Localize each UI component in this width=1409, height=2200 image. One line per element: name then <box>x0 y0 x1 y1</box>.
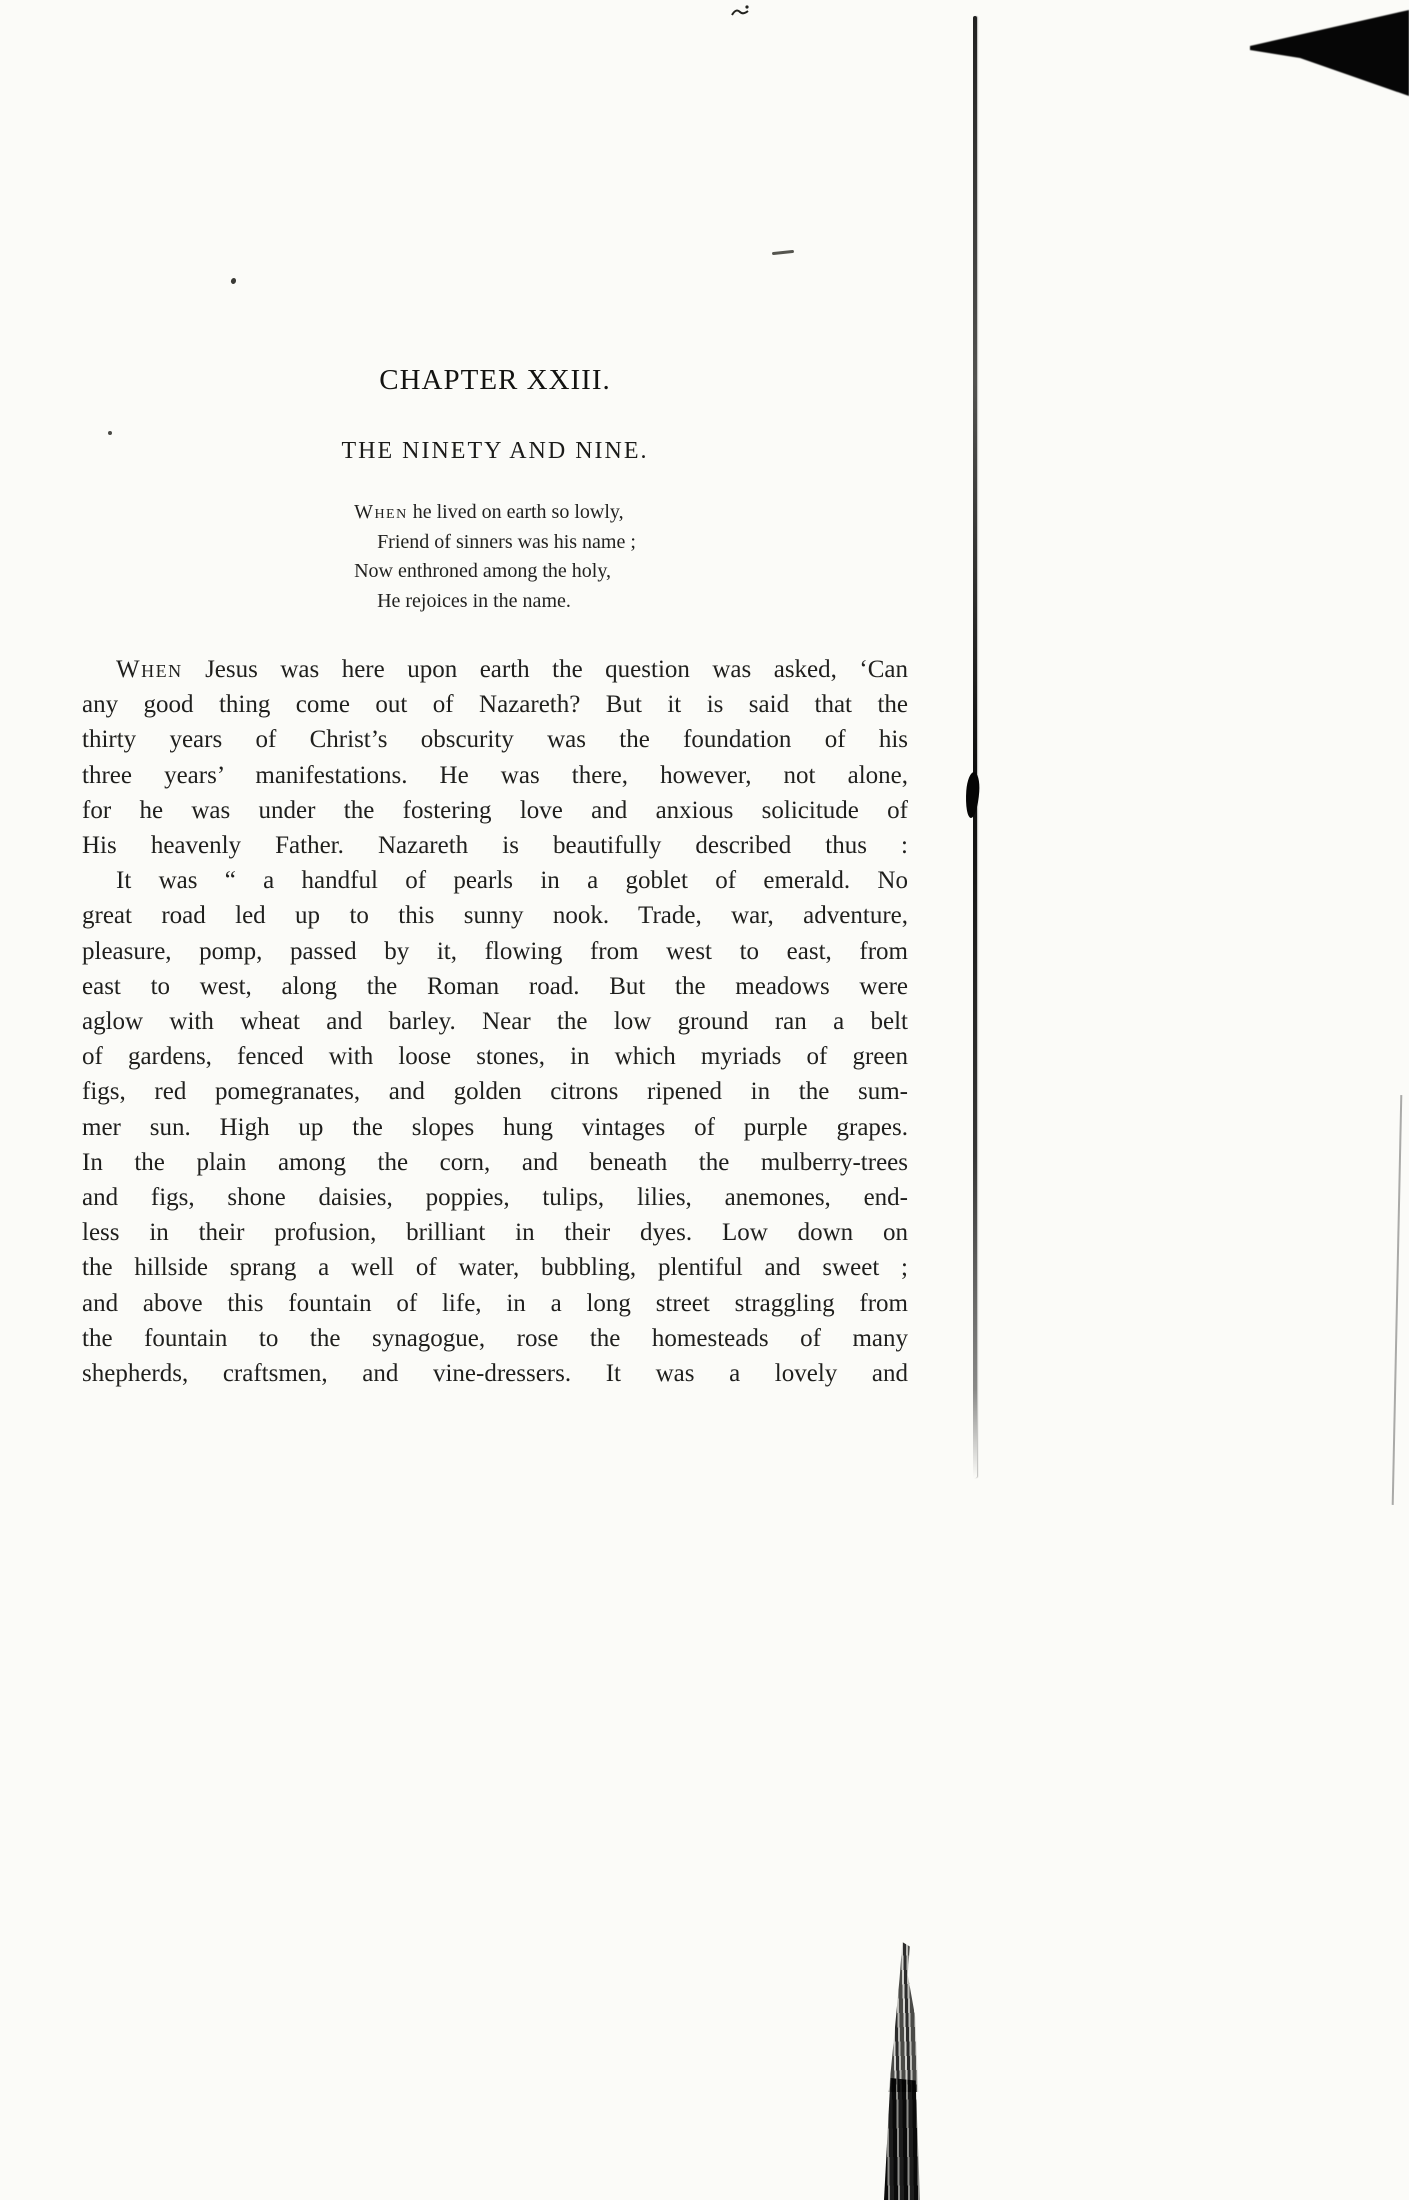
body-line: aglow with wheat and barley. Near the low ground ran a belt <box>82 1008 908 1036</box>
body-line: less in their profusion, brilliant in their dyes. Low down on <box>82 1219 908 1247</box>
body-line: the hillside sprang a well of water, bubbling, plentiful and sweet ; <box>82 1254 908 1282</box>
epigraph-line-text: he lived on earth so lowly, <box>407 501 624 523</box>
ink-smudge-upper <box>886 1942 920 2092</box>
epigraph-line: He rejoices in the name. <box>377 589 571 612</box>
body-line: east to west, along the Roman road. But the meadows were <box>82 972 908 1000</box>
body-line: great road led up to this sunny nook. Trade, war, adventure, <box>82 902 908 930</box>
ink-smudge-lower <box>884 2078 920 2200</box>
body-line: of gardens, fenced with loose stones, in which myriads of green <box>82 1043 908 1071</box>
body-line: figs, red pomegranates, and golden citrons ripened in the sum- <box>82 1078 908 1106</box>
stray-ink-mark <box>730 4 754 20</box>
epigraph-line: Now enthroned among the holy, <box>354 560 612 582</box>
paper-speck <box>230 277 237 284</box>
body-line: for he was under the fostering love and anxious solicitude of <box>82 796 908 824</box>
body-line: His heavenly Father. Nazareth is beautifully described thus : <box>82 832 908 860</box>
epigraph-line <box>354 498 636 528</box>
chapter-heading: CHAPTER XXIII. <box>379 364 611 396</box>
page-binding-shadow-line <box>973 16 977 1478</box>
body-line: mer sun. High up the slopes hung vintages of purple grapes. <box>82 1113 908 1141</box>
epigraph-block <box>354 498 636 616</box>
stray-dash-mark <box>772 250 794 255</box>
body-line: three years’ manifestations. He was there, however, not alone, <box>82 761 908 789</box>
body-line: shepherds, craftsmen, and vine-dressers. It was a lovely and <box>82 1360 908 1388</box>
body-line: any good thing come out of Nazareth? But it is said that the <box>82 691 908 719</box>
paragraph-lead-word: When <box>116 656 183 683</box>
epigraph-lead-word: When <box>354 501 408 523</box>
epigraph-line: Friend of sinners was his name ; <box>377 530 636 553</box>
epigraph <box>82 498 908 616</box>
body-line-text: Jesus was here upon earth the question was asked, ‘Can <box>182 656 908 683</box>
body-line: In the plain among the corn, and beneath the mulberry-trees <box>82 1148 908 1176</box>
body-line: the fountain to the synagogue, rose the homesteads of many <box>82 1324 908 1352</box>
page-edge-hairline <box>1392 1095 1403 1505</box>
section-title: THE NINETY AND NINE. <box>341 438 649 464</box>
binding-ink-blob <box>964 772 980 819</box>
body-line: pleasure, pomp, passed by it, flowing from west to east, from <box>82 937 908 965</box>
body-line-text: It was “ a handful of pearls in a goblet of emerald. No <box>116 867 908 895</box>
body-line <box>82 863 908 898</box>
body-text <box>82 652 908 1391</box>
page-corner-shadow <box>1230 0 1409 110</box>
paper-speck <box>108 431 112 435</box>
body-line: and above this fountain of life, in a long street straggling from <box>82 1289 908 1317</box>
body-line <box>82 652 908 687</box>
body-line: and figs, shone daisies, poppies, tulips, lilies, anemones, end- <box>82 1184 908 1212</box>
body-line: thirty years of Christ’s obscurity was the foundation of his <box>82 726 908 754</box>
